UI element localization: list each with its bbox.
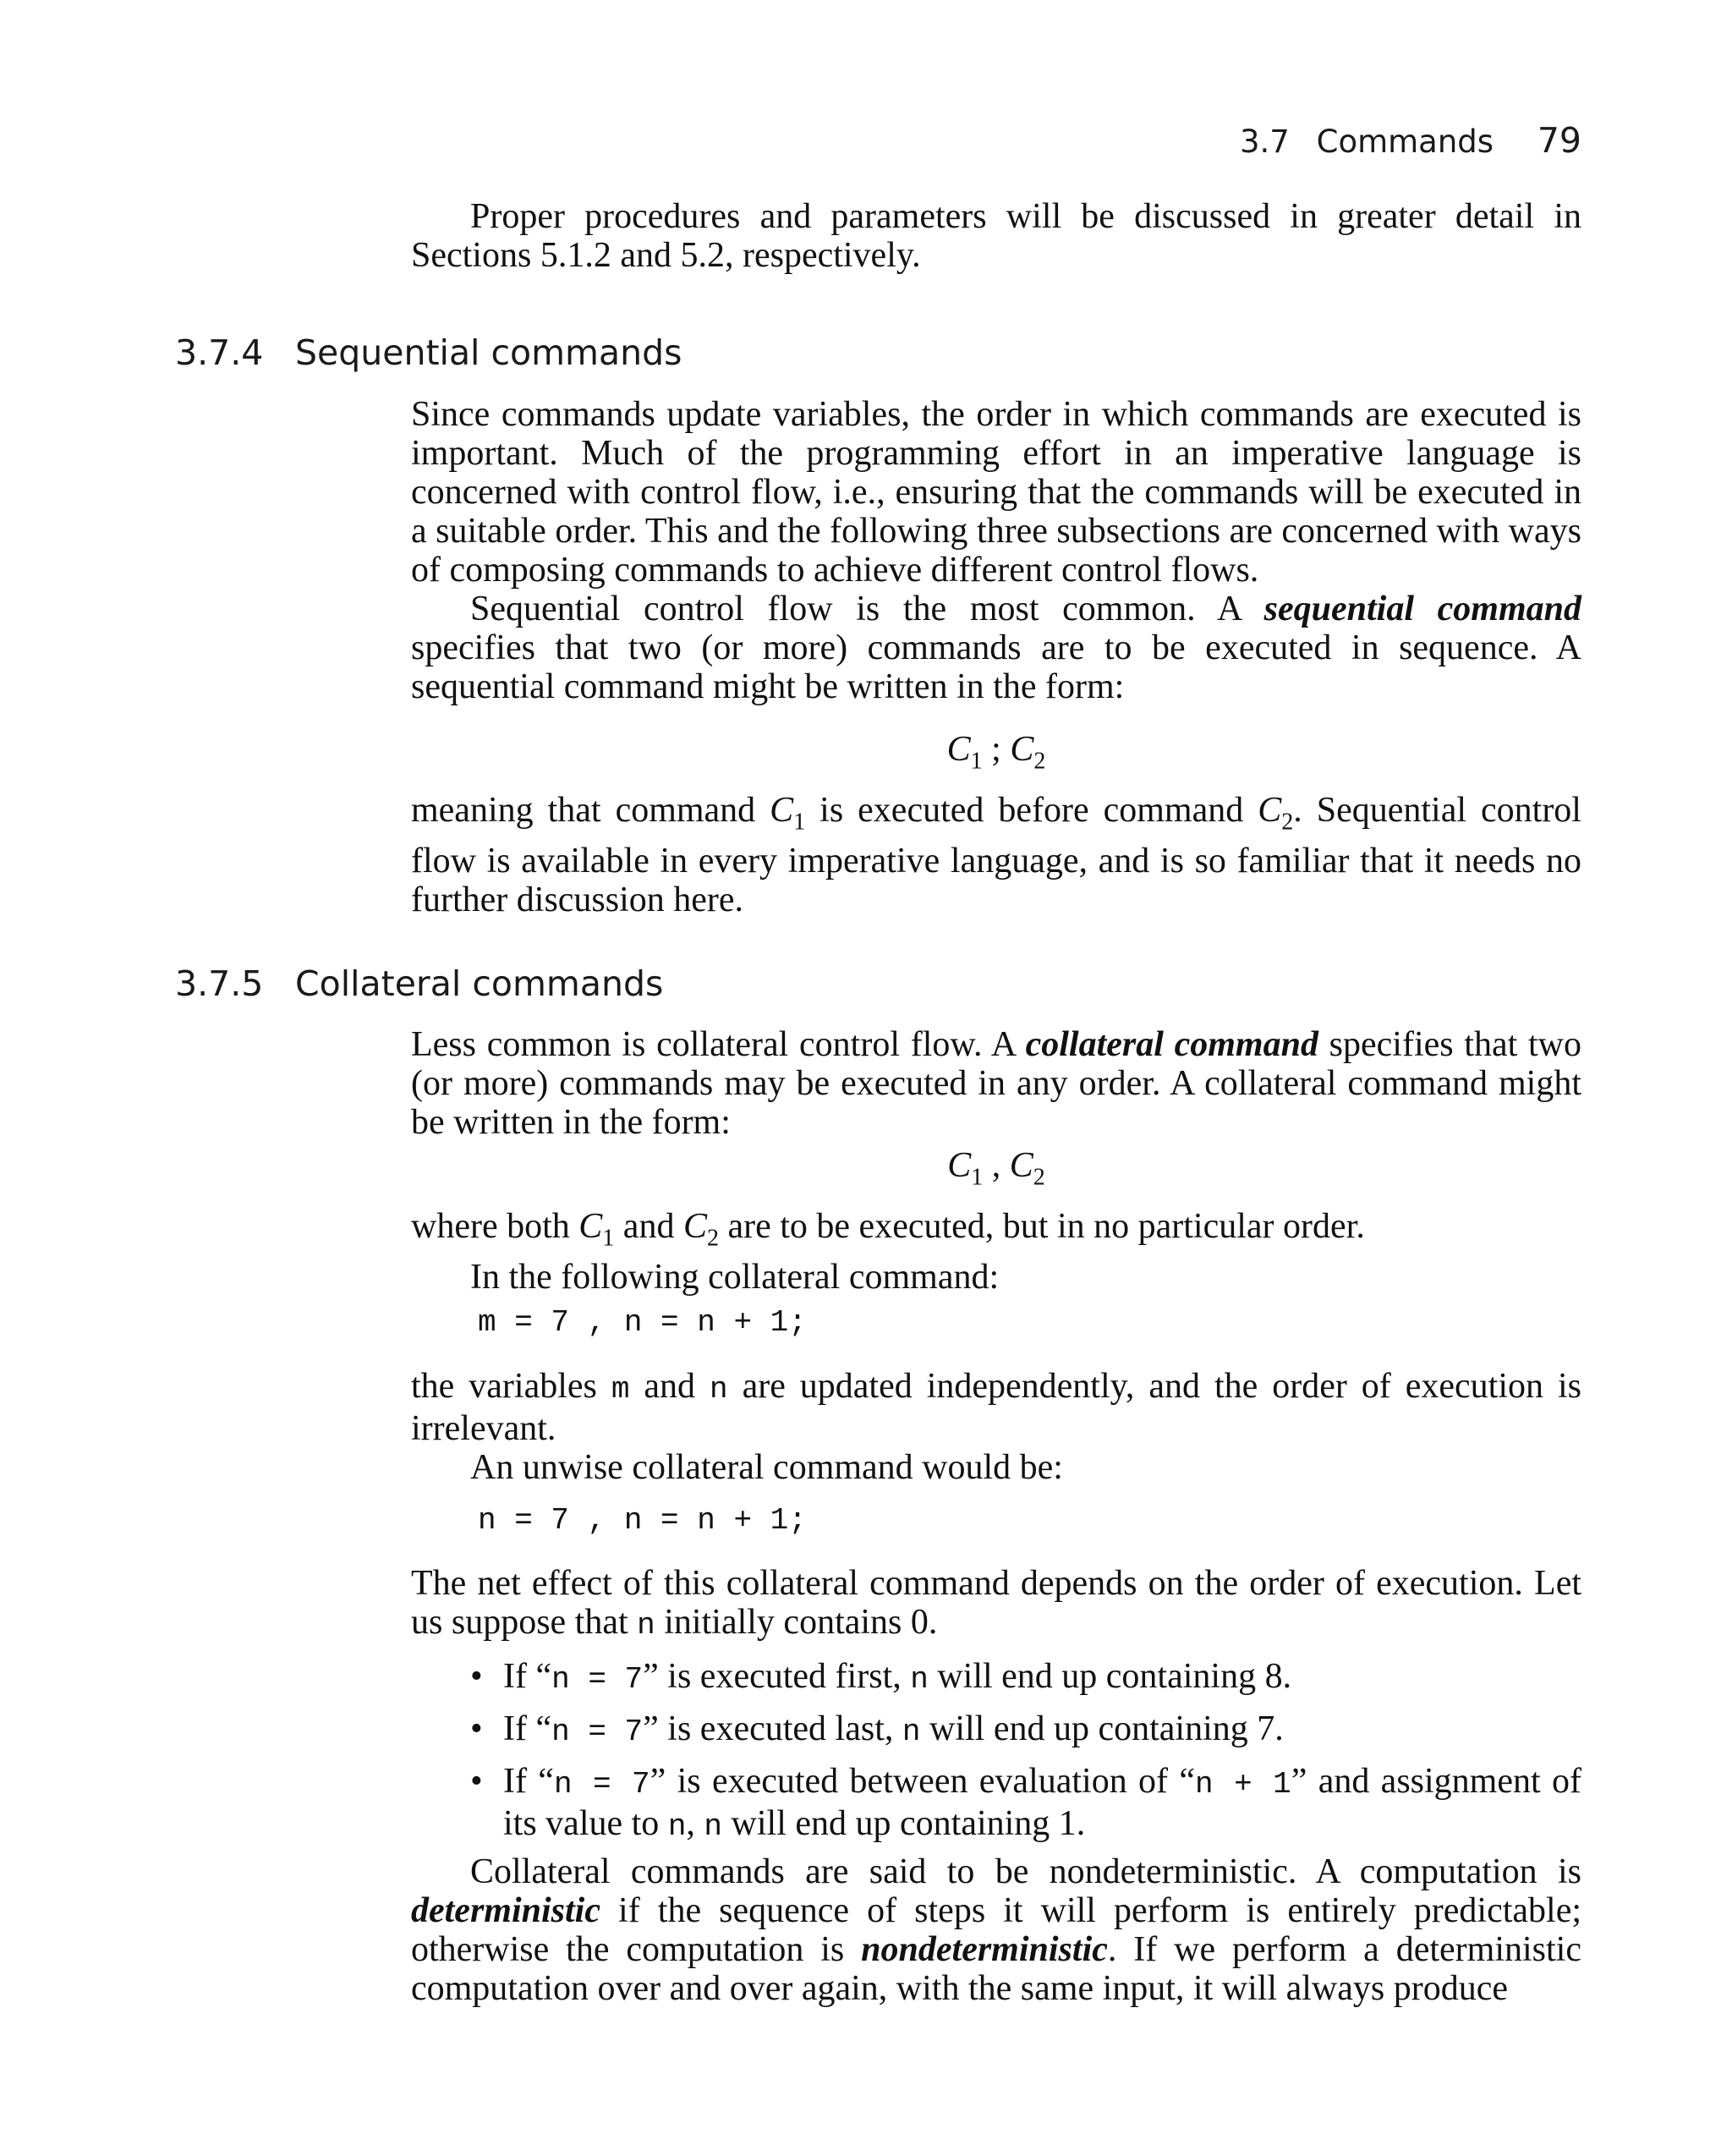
section-3-7-5-body-4 (411, 1564, 1581, 1645)
term-nondeterministic: nondeterministic (861, 1930, 1108, 1969)
code-example-2: n = 7 , n = n + 1; (478, 1503, 807, 1538)
bullet-icon: • (470, 1709, 483, 1748)
page-number: 79 (1537, 120, 1581, 161)
paragraph: Sequential control flow is the most common. A sequential command specifies that two (or more) commands are to be executed in sequence. A sequential command might be written in the form: (411, 590, 1581, 706)
intro-paragraph: Proper procedures and parameters will be discussed in greater detail in Sections 5.1.2 and 5.2, respectively. (411, 197, 1581, 275)
paragraph: An unwise collateral command would be: (470, 1448, 1063, 1487)
section-heading-3-7-5: 3.7.5 Collateral commands (175, 963, 664, 1004)
section-3-7-5-body (411, 1025, 1581, 1142)
list-item: • If “n = 7” is executed between evaluation of “n + 1” and assignment of its value to n, n will end up containing 1. (470, 1762, 1581, 1844)
bullet-icon: • (470, 1657, 483, 1696)
paragraph: The net effect of this collateral command depends on the order of execution. Let us suppose that n initially contains 0. (411, 1564, 1581, 1643)
list-item: • If “n = 7” is executed last, n will end up containing 7. (470, 1709, 1284, 1749)
section-3-7-5-body-3 (411, 1367, 1581, 1487)
term-deterministic: deterministic (411, 1891, 600, 1930)
paragraph: where both $C_1$ and $C_2$ are to be executed, but in no particular order. (411, 1207, 1365, 1252)
section-3-7-5-body-5 (411, 1852, 1581, 2008)
section-heading-3-7-4: 3.7.4 Sequential commands (175, 332, 682, 373)
list-item: • If “n = 7” is executed first, n will end up containing 8. (470, 1657, 1292, 1697)
formula-collateral: $C_1$ , $C_2$ (947, 1146, 1045, 1191)
section-3-7-5-body-2 (411, 1207, 1581, 1297)
paragraph: the variables m and n are updated independently, and the order of execution is irrelevant. (411, 1367, 1581, 1448)
section-3-7-4-body (411, 395, 1581, 706)
term-sequential-command: sequential command (1263, 590, 1581, 628)
bullet-list (465, 1657, 1581, 1857)
paragraph: In the following collateral command: (470, 1258, 1000, 1297)
formula-sequential: $C_1$ ; $C_2$ (946, 730, 1046, 775)
paragraph: Less common is collateral control flow. A collateral command specifies that two (or more) commands may be executed in any order. A collateral command might be written in the form: (411, 1025, 1581, 1142)
running-head-title: Commands (1316, 123, 1494, 160)
term-collateral-command: collateral command (1025, 1025, 1318, 1064)
code-example-1: m = 7 , n = n + 1; (478, 1305, 807, 1340)
bullet-icon: • (470, 1762, 483, 1801)
section-3-7-4-body-2 (411, 791, 1581, 919)
paragraph: meaning that command $C_1$ is executed before command $C_2$. Sequential control flow is available in every imperative language, and is so familiar that it needs no further discussion here. (411, 791, 1581, 920)
paragraph: Collateral commands are said to be nondeterministic. A computation is deterministic if the sequence of steps it will perform is entirely predictable; otherwise the computation is nondeterministic. If we perform a deterministic computation over and over again, with the same input, it will always produce (411, 1852, 1581, 2008)
running-head-section: 3.7 (1240, 123, 1290, 160)
running-head (1240, 120, 1581, 161)
paragraph: Since commands update variables, the order in which commands are executed is important. Much of the programming effort in an imperative language is concerned with control flow, i.e., ensuring that the commands will be executed in a suitable order. This and the following three subsections are concerned with ways of composing commands to achieve different control flows. (411, 395, 1581, 590)
